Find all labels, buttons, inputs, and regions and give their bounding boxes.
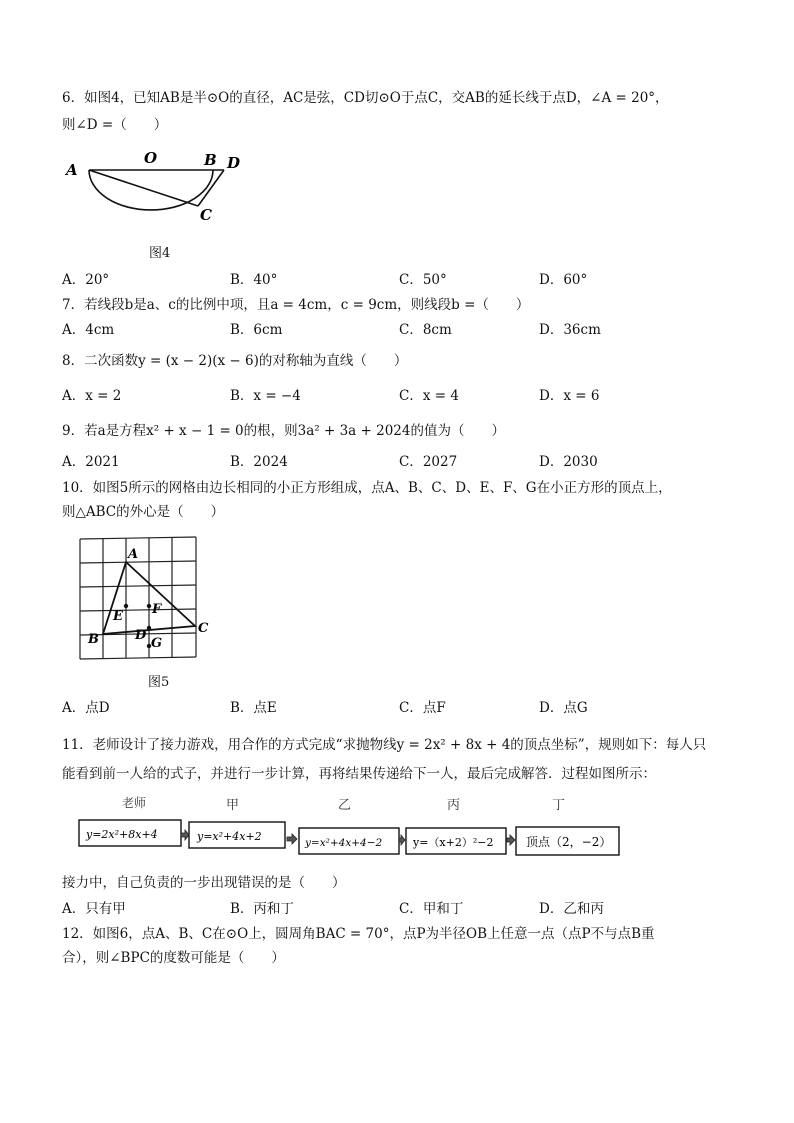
q10-option-a[interactable]: A．点D	[62, 700, 110, 716]
q7-option-a[interactable]: A．4cm	[62, 322, 115, 338]
q9-option-a[interactable]: A．2021	[62, 454, 120, 470]
q6-stem-line1: 6．如图4，已知AB是半⊙O的直径，AC是弦，CD切⊙O于点C，交AB的延长线于点D，∠A = 20°，	[62, 90, 669, 106]
q10-label-f: F	[152, 602, 162, 617]
q6-figure-caption: 图4	[149, 246, 171, 261]
q11-relay-diagram	[76, 795, 621, 861]
q10-label-d: D	[135, 628, 147, 643]
q6-label-b: B	[204, 151, 217, 169]
q10-stem-line1: 10．如图5所示的网格由边长相同的小正方形组成，点A、B、C、D、E、F、G在小正方形的顶点上，	[62, 480, 672, 496]
relay-expr-2: y=x²+4x+4−2	[305, 837, 383, 849]
q9-option-c[interactable]: C．2027	[399, 454, 458, 470]
q6-label-d: D	[227, 154, 241, 172]
q8-option-a[interactable]: A．x = 2	[62, 388, 122, 404]
q7-stem: 7．若线段b是a、c的比例中项，且a = 4cm，c = 9cm，则线段b =（ ）	[62, 297, 530, 313]
q9-option-d[interactable]: D．2030	[539, 454, 598, 470]
q8-option-d[interactable]: D．x = 6	[539, 388, 600, 404]
q6-label-o: O	[144, 149, 158, 167]
relay-expr-0: y=2x²+8x+4	[86, 828, 158, 841]
q8-option-c[interactable]: C．x = 4	[399, 388, 459, 404]
q11-stem-line1: 11．老师设计了接力游戏，用合作的方式完成“求抛物线y = 2x² + 8x + 4的顶点坐标”，规则如下：每人只	[62, 737, 707, 753]
relay-person-2: 乙	[338, 798, 352, 813]
q6-label-c: C	[200, 206, 212, 224]
q10-label-b: B	[88, 632, 99, 647]
q12-stem-line1: 12．如图6，点A、B、C在⊙O上，圆周角BAC = 70°，点P为半径OB上任意一点（点P不与点B重	[62, 926, 655, 942]
q6-figure	[62, 148, 262, 228]
q10-stem-line2: 则△ABC的外心是（ ）	[62, 504, 225, 520]
q9-stem: 9．若a是方程x² + x − 1 = 0的根，则3a² + 3a + 2024的值为（ ）	[62, 423, 505, 439]
q9-option-b[interactable]: B．2024	[230, 454, 288, 470]
q8-stem: 8．二次函数y = (x − 2)(x − 6)的对称轴为直线（ ）	[62, 353, 408, 369]
relay-person-0: 老师	[122, 796, 147, 810]
q11-option-c[interactable]: C．甲和丁	[399, 901, 464, 917]
q10-option-b[interactable]: B．点E	[230, 700, 277, 716]
q10-figure	[72, 535, 222, 665]
q10-point-d	[147, 626, 151, 630]
relay-person-3: 丙	[447, 798, 461, 813]
q6-chord-ac	[89, 170, 198, 206]
q10-label-g: G	[151, 636, 163, 651]
q10-point-e	[124, 604, 128, 608]
q6-stem-line2: 则∠D =（ ）	[62, 117, 168, 133]
q6-option-a[interactable]: A．20°	[62, 272, 110, 288]
relay-expr-4: 顶点（2，−2）	[526, 835, 612, 849]
q10-label-a: A	[128, 547, 139, 562]
q10-label-c: C	[198, 621, 209, 636]
q11-option-a[interactable]: A．只有甲	[62, 901, 126, 917]
q11-stem-line3: 接力中，自己负责的一步出现错误的是（ ）	[62, 875, 346, 891]
relay-expr-3: y=（x+2）²−2	[413, 836, 494, 849]
q12-stem-line2: 合），则∠BPC的度数可能是（ ）	[62, 950, 285, 966]
q6-tangent-cd	[198, 170, 224, 206]
q6-option-b[interactable]: B．40°	[230, 272, 278, 288]
relay-person-4: 丁	[552, 798, 566, 813]
q10-label-e: E	[113, 609, 123, 624]
q10-point-f	[147, 604, 151, 608]
q7-option-c[interactable]: C．8cm	[399, 322, 452, 338]
q11-option-b[interactable]: B．丙和丁	[230, 901, 294, 917]
q11-option-d[interactable]: D．乙和丙	[539, 901, 604, 917]
relay-expr-1: y=x²+4x+2	[197, 830, 262, 843]
q10-figure-caption: 图5	[148, 675, 170, 690]
q10-option-d[interactable]: D．点G	[539, 700, 588, 716]
q6-label-a: A	[66, 161, 78, 179]
q11-stem-line2: 能看到前一人给的式子，并进行一步计算，再将结果传递给下一人，最后完成解答．过程如图所示：	[62, 766, 656, 782]
q10-option-c[interactable]: C．点F	[399, 700, 446, 716]
relay-person-1: 甲	[226, 798, 240, 813]
q7-option-b[interactable]: B．6cm	[230, 322, 283, 338]
q8-option-b[interactable]: B．x = −4	[230, 388, 301, 404]
q6-option-d[interactable]: D．60°	[539, 272, 588, 288]
q6-option-c[interactable]: C．50°	[399, 272, 447, 288]
q7-option-d[interactable]: D．36cm	[539, 322, 601, 338]
